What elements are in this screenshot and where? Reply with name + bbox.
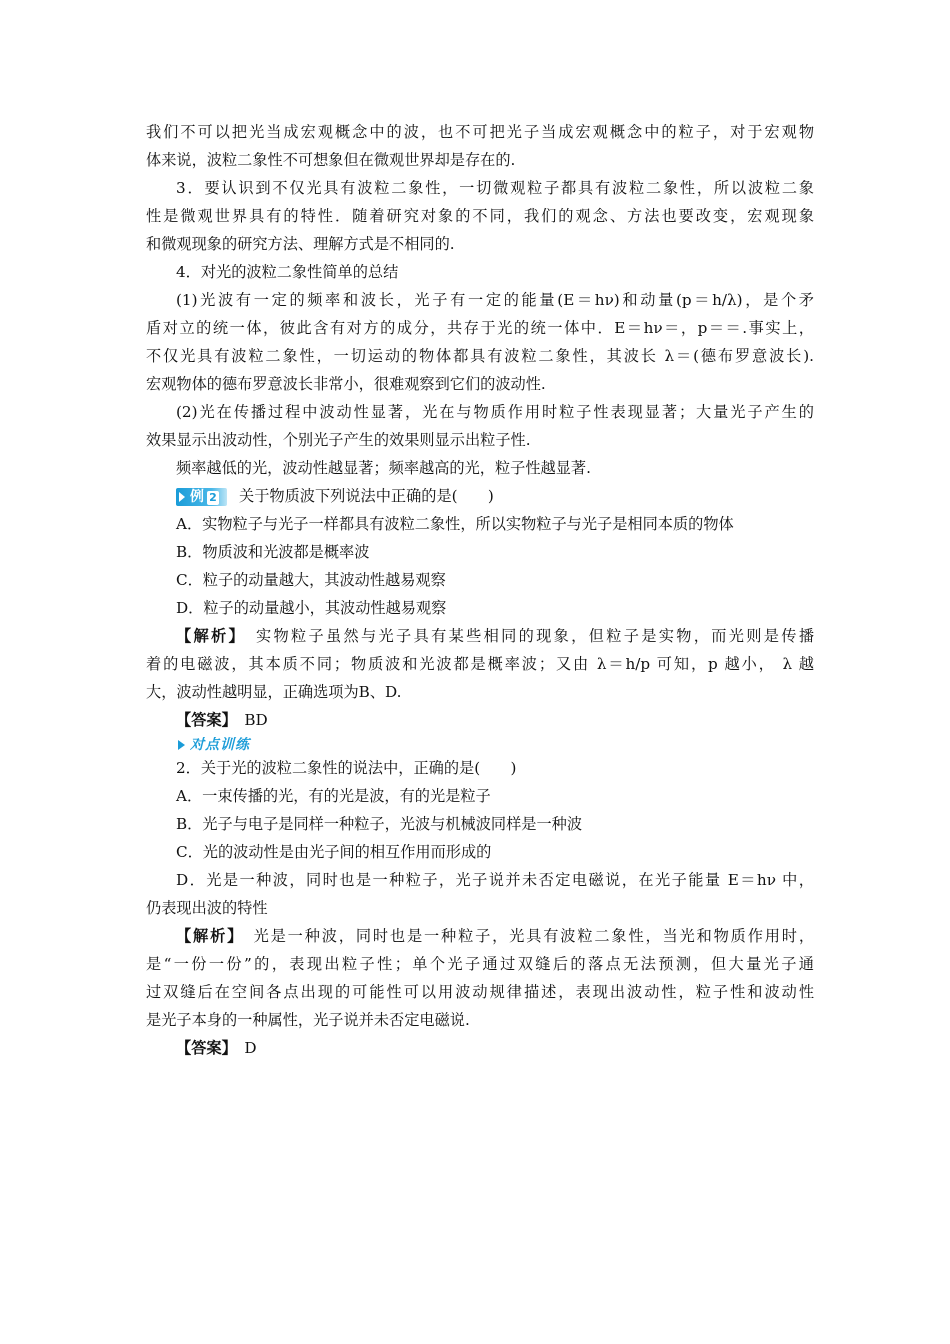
example-option-b: B．物质波和光波都是概率波 [176,543,370,561]
paragraph-line: (1)光波有一定的频率和波长，光子有一定的能量(E＝hν)和动量(p＝h/λ)，是个矛 [176,291,814,309]
answer-value: D [244,1039,257,1057]
answer-value: BD [244,711,268,729]
example-option-d: D．粒子的动量越小，其波动性越易观察 [176,599,447,617]
training-badge-label: 对点训练 [190,737,250,753]
paragraph-line: (2)光在传播过程中波动性显著，光在与物质作用时粒子性表现显著；大量光子产生的 [176,403,814,421]
training-analysis [146,922,814,950]
play-triangle-icon [178,740,185,750]
document-page [146,118,814,1062]
paragraph-line: 我们不可以把光当成宏观概念中的波，也不可把光子当成宏观概念中的粒子，对于宏观物 [146,123,814,141]
paragraph-line: 和微观现象的研究方法、理解方式是不相同的. [146,235,455,253]
example-analysis [146,622,814,650]
example-analysis-line: 大，波动性越明显，正确选项为B、D. [146,683,402,701]
example-badge-label: 例 [190,489,204,505]
example-question-text: 关于物质波下列说法中正确的是( ) [239,487,494,505]
paragraph-line: 频率越低的光，波动性越显著；频率越高的光，粒子性越显著. [176,459,591,477]
paragraph-line: 不仅光具有波粒二象性，一切运动的物体都具有波粒二象性，其波长 λ＝(德布罗意波长). [146,347,814,365]
training-header [146,734,814,754]
answer-label: 【答案】 [176,1039,230,1057]
answer-label: 【答案】 [176,711,230,729]
training-option-d: D．光是一种波，同时也是一种粒子，光子说并未否定电磁说，在光子能量 E＝hν 中， [176,871,814,889]
example-badge-number: 2 [207,491,219,505]
example-badge [176,488,227,506]
paragraph-line: 宏观物体的德布罗意波长非常小，很难观察到它们的波动性. [146,375,546,393]
training-question: 2．关于光的波粒二象性的说法中，正确的是( ) [176,759,517,777]
training-option-d-cont: 仍表现出波的特性 [146,899,268,917]
paragraph-line: 性是微观世界具有的特性．随着研究对象的不同，我们的观念、方法也要改变，宏观现象 [146,207,814,225]
paragraph-line: 盾对立的统一体，彼此含有对方的成分，共存于光的统一体中．E＝hν＝，p＝＝.事实上， [146,319,814,337]
analysis-label: 【解析】 [176,927,237,945]
training-analysis-line: 过双缝后在空间各点出现的可能性可以用波动规律描述，表现出波动性，粒子性和波动性 [146,983,814,1001]
training-option-a: A．一束传播的光，有的光是波，有的光是粒子 [176,787,491,805]
example-answer [146,706,814,734]
section-heading: 4．对光的波粒二象性简单的总结 [176,263,399,281]
training-badge [176,736,250,754]
example-option-a: A．实物粒子与光子一样都具有波粒二象性，所以实物粒子与光子是相同本质的物体 [176,515,734,533]
training-analysis-line: 是光子本身的一种属性，光子说并未否定电磁说. [146,1011,470,1029]
play-triangle-icon [179,492,185,502]
paragraph-line: 效果显示出波动性，个别光子产生的效果则显示出粒子性. [146,431,531,449]
example-question [146,482,814,510]
analysis-label: 【解析】 [176,627,239,645]
training-analysis-line: 是“一份一份”的，表现出粒子性；单个光子通过双缝后的落点无法预测，但大量光子通 [146,955,814,973]
training-answer [146,1034,814,1062]
analysis-text: 光是一种波，同时也是一种粒子，光具有波粒二象性，当光和物质作用时， [253,927,815,945]
example-option-c: C．粒子的动量越大，其波动性越易观察 [176,571,446,589]
training-option-b: B．光子与电子是同样一种粒子，光波与机械波同样是一种波 [176,815,583,833]
paragraph-line: 3．要认识到不仅光具有波粒二象性，一切微观粒子都具有波粒二象性，所以波粒二象 [176,179,814,197]
paragraph-line: 体来说，波粒二象性不可想象但在微观世界却是存在的. [146,151,516,169]
analysis-text: 实物粒子虽然与光子具有某些相同的现象，但粒子是实物，而光则是传播 [255,627,815,645]
training-option-c: C．光的波动性是由光子间的相互作用而形成的 [176,843,492,861]
example-analysis-line: 着的电磁波，其本质不同；物质波和光波都是概率波；又由 λ＝h/p 可知，p 越小， λ 越 [146,655,814,673]
